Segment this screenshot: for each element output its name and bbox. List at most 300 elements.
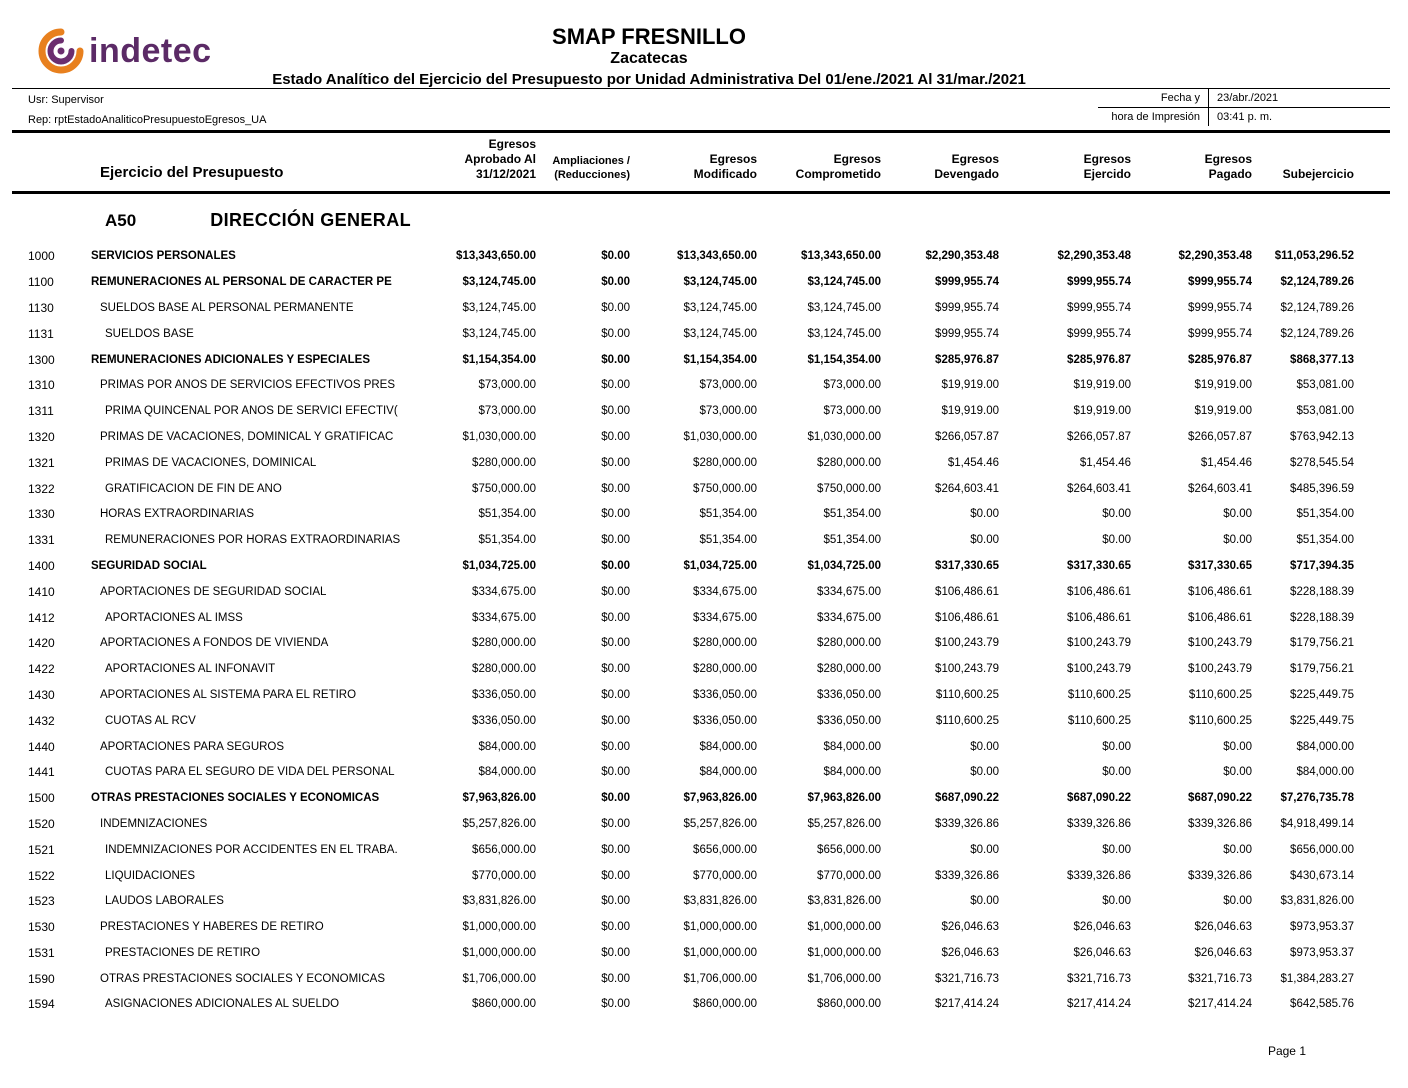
row-amount: $51,354.00: [699, 508, 757, 521]
row-amount: $0.00: [601, 456, 630, 469]
row-amount: $642,585.76: [1290, 998, 1354, 1011]
row-amount: $973,953.37: [1290, 946, 1354, 959]
row-amount: $11,053,296.52: [1274, 250, 1354, 263]
row-amount: $999,955.74: [935, 327, 999, 340]
row-amount: $4,918,499.14: [1280, 817, 1354, 830]
section-title: DIRECCIÓN GENERAL: [210, 210, 411, 231]
indetec-swirl-icon: [38, 28, 84, 74]
row-amount: $0.00: [601, 766, 630, 779]
print-date-label: Fecha y: [1160, 92, 1200, 105]
row-code: 1422: [28, 662, 55, 677]
row-amount: $999,955.74: [1188, 301, 1252, 314]
row-amount: $2,290,353.48: [1057, 250, 1131, 263]
row-amount: $3,124,745.00: [683, 327, 757, 340]
table-row: [28, 863, 1354, 889]
row-amount: $13,343,650.00: [801, 250, 881, 263]
row-amount: $19,919.00: [1194, 405, 1252, 418]
row-amount: $334,675.00: [472, 585, 536, 598]
row-amount: $0.00: [970, 843, 999, 856]
row-amount: $770,000.00: [693, 869, 757, 882]
column-header: Egresos Aprobado Al 31/12/2021: [464, 137, 536, 182]
row-amount: $73,000.00: [823, 405, 881, 418]
row-amount: $0.00: [601, 405, 630, 418]
row-amount: $0.00: [1223, 534, 1252, 547]
row-amount: $0.00: [601, 301, 630, 314]
row-amount: $485,396.59: [1290, 482, 1354, 495]
row-amount: $336,050.00: [472, 688, 536, 701]
row-amount: $13,343,650.00: [677, 250, 757, 263]
row-amount: $73,000.00: [478, 405, 536, 418]
row-amount: $1,706,000.00: [462, 972, 536, 985]
row-amount: $51,354.00: [823, 508, 881, 521]
row-amount: $278,545.54: [1290, 456, 1354, 469]
row-amount: $110,600.25: [935, 714, 999, 727]
row-amount: $0.00: [601, 276, 630, 289]
row-amount: $217,414.24: [935, 998, 999, 1011]
row-amount: $339,326.86: [935, 817, 999, 830]
org-name: SMAP FRESNILLO: [552, 24, 746, 49]
table-row: [28, 785, 1354, 811]
row-amount: $84,000.00: [478, 740, 536, 753]
row-amount: $100,243.79: [935, 637, 999, 650]
row-code: 1100: [28, 275, 54, 290]
row-amount: $0.00: [601, 559, 630, 572]
row-amount: $339,326.86: [1188, 817, 1252, 830]
row-amount: $999,955.74: [1188, 327, 1252, 340]
row-amount: $0.00: [601, 869, 630, 882]
row-amount: $13,343,650.00: [456, 250, 536, 263]
row-description: PRIMAS POR AÑOS DE SERVICIOS EFECTIVOS PRES: [100, 379, 396, 392]
row-amount: $0.00: [601, 998, 630, 1011]
row-amount: $0.00: [601, 250, 630, 263]
row-description: REMUNERACIONES AL PERSONAL DE CARÁCTER PE: [91, 276, 392, 289]
row-amount: $26,046.63: [941, 946, 999, 959]
row-code: 1441: [28, 765, 55, 780]
row-amount: $285,976.87: [1188, 353, 1252, 366]
row-description: OTRAS PRESTACIONES SOCIALES Y ECONÓMICAS: [100, 972, 386, 985]
row-amount: $110,600.25: [1067, 688, 1131, 701]
row-amount: $3,831,826.00: [1280, 895, 1354, 908]
row-amount: $26,046.63: [941, 921, 999, 934]
row-amount: $0.00: [1102, 534, 1131, 547]
row-amount: $100,243.79: [1188, 663, 1252, 676]
row-amount: $26,046.63: [1073, 921, 1131, 934]
row-amount: $1,034,725.00: [807, 559, 881, 572]
row-amount: $321,716.73: [1067, 972, 1131, 985]
table-row: [28, 992, 1354, 1018]
row-code: 1311: [28, 404, 54, 419]
row-amount: $0.00: [601, 611, 630, 624]
row-description: HORAS EXTRAORDINARIAS: [100, 508, 254, 521]
row-amount: $228,188.39: [1290, 585, 1354, 598]
row-description: SERVICIOS PERSONALES: [91, 250, 236, 263]
row-amount: $84,000.00: [823, 766, 881, 779]
row-amount: $280,000.00: [693, 663, 757, 676]
row-amount: $656,000.00: [472, 843, 536, 856]
row-amount: $285,976.87: [1067, 353, 1131, 366]
table-row: [28, 372, 1354, 398]
table-row: [28, 940, 1354, 966]
row-amount: $266,057.87: [935, 430, 999, 443]
row-amount: $73,000.00: [699, 405, 757, 418]
row-amount: $999,955.74: [1067, 276, 1131, 289]
row-amount: $999,955.74: [1188, 276, 1252, 289]
meta-band: [0, 89, 1408, 128]
row-description: LAUDOS LABORALES: [105, 895, 224, 908]
row-amount: $266,057.87: [1067, 430, 1131, 443]
row-amount: $264,603.41: [1067, 482, 1131, 495]
row-description: APORTACIONES DE SEGURIDAD SOCIAL: [100, 585, 327, 598]
row-amount: $860,000.00: [817, 998, 881, 1011]
row-amount: $0.00: [1223, 895, 1252, 908]
row-amount: $339,326.86: [935, 869, 999, 882]
row-amount: $339,326.86: [1067, 817, 1131, 830]
row-description: PRIMAS DE VACACIONES, DOMINICAL Y GRATIFICAC: [100, 430, 394, 443]
row-amount: $0.00: [1223, 766, 1252, 779]
row-amount: $280,000.00: [693, 456, 757, 469]
row-amount: $264,603.41: [1188, 482, 1252, 495]
row-amount: $317,330.65: [935, 559, 999, 572]
row-amount: $106,486.61: [1067, 611, 1131, 624]
column-header: Egresos Devengado: [934, 152, 999, 182]
row-amount: $0.00: [1223, 508, 1252, 521]
row-amount: $26,046.63: [1194, 946, 1252, 959]
logo-wordmark: indetec: [89, 32, 212, 70]
row-amount: $228,188.39: [1290, 611, 1354, 624]
row-amount: $1,030,000.00: [462, 430, 536, 443]
row-amount: $0.00: [601, 921, 630, 934]
row-amount: $0.00: [601, 327, 630, 340]
row-amount: $860,000.00: [472, 998, 536, 1011]
row-amount: $73,000.00: [478, 379, 536, 392]
row-code: 1410: [28, 584, 55, 599]
row-amount: $0.00: [970, 766, 999, 779]
section-header: [28, 194, 1354, 243]
column-header: Egresos Ejercido: [1083, 152, 1131, 182]
row-amount: $1,454.46: [1079, 456, 1131, 469]
row-amount: $3,831,826.00: [462, 895, 536, 908]
table-row: [28, 708, 1354, 734]
row-amount: $0.00: [601, 508, 630, 521]
row-code: 1522: [28, 868, 55, 883]
row-description: APORTACIONES A FONDOS DE VIVIENDA: [100, 637, 329, 650]
table-row: [28, 553, 1354, 579]
row-amount: $317,330.65: [1067, 559, 1131, 572]
row-amount: $430,673.14: [1290, 869, 1354, 882]
row-code: 1130: [28, 300, 54, 315]
row-amount: $0.00: [601, 379, 630, 392]
row-amount: $110,600.25: [935, 688, 999, 701]
row-amount: $2,124,789.26: [1280, 301, 1354, 314]
row-amount: $84,000.00: [1296, 740, 1354, 753]
row-description: APORTACIONES PARA SEGUROS: [100, 740, 285, 753]
row-code: 1330: [28, 507, 55, 522]
table-row: [28, 914, 1354, 940]
row-amount: $999,955.74: [935, 276, 999, 289]
table-row: [28, 243, 1354, 269]
row-description: APORTACIONES AL IMSS: [105, 611, 243, 624]
row-amount: $763,942.13: [1290, 430, 1354, 443]
row-amount: $84,000.00: [699, 766, 757, 779]
table-row: [28, 295, 1354, 321]
row-amount: $19,919.00: [941, 405, 999, 418]
row-code: 1321: [28, 455, 55, 470]
table-row: [28, 398, 1354, 424]
row-amount: $51,354.00: [478, 508, 536, 521]
row-amount: $336,050.00: [817, 714, 881, 727]
row-amount: $687,090.22: [1067, 792, 1131, 805]
row-amount: $336,050.00: [693, 714, 757, 727]
row-amount: $51,354.00: [1296, 508, 1354, 521]
row-amount: $0.00: [601, 740, 630, 753]
row-code: 1432: [28, 713, 55, 728]
row-amount: $0.00: [601, 843, 630, 856]
row-amount: $5,257,826.00: [462, 817, 536, 830]
row-amount: $51,354.00: [1296, 534, 1354, 547]
row-amount: $3,124,745.00: [462, 276, 536, 289]
row-amount: $0.00: [601, 714, 630, 727]
report-header: [0, 0, 1408, 88]
row-code: 1300: [28, 352, 55, 367]
row-amount: $750,000.00: [817, 482, 881, 495]
row-amount: $1,706,000.00: [683, 972, 757, 985]
row-amount: $19,919.00: [1073, 405, 1131, 418]
row-amount: $19,919.00: [1194, 379, 1252, 392]
row-amount: $750,000.00: [472, 482, 536, 495]
row-amount: $3,831,826.00: [807, 895, 881, 908]
row-amount: $106,486.61: [935, 585, 999, 598]
row-description: CUOTAS AL RCV: [105, 714, 196, 727]
row-amount: $770,000.00: [817, 869, 881, 882]
table-row: [28, 682, 1354, 708]
row-amount: $84,000.00: [1296, 766, 1354, 779]
row-code: 1440: [28, 739, 55, 754]
budget-table: [28, 133, 1354, 189]
row-description: INDEMNIZACIONES POR ACCIDENTES EN EL TRABA.: [105, 843, 398, 856]
row-description: SUELDOS BASE: [105, 327, 194, 340]
row-amount: $0.00: [601, 663, 630, 676]
row-code: 1531: [28, 945, 55, 960]
row-amount: $110,600.25: [1188, 688, 1252, 701]
row-code: 1412: [28, 610, 55, 625]
table-row: [28, 837, 1354, 863]
row-code: 1520: [28, 816, 55, 831]
row-amount: $100,243.79: [1067, 663, 1131, 676]
table-row: [28, 450, 1354, 476]
row-code: 1320: [28, 429, 55, 444]
row-amount: $266,057.87: [1188, 430, 1252, 443]
row-amount: $0.00: [1102, 740, 1131, 753]
row-amount: $0.00: [601, 585, 630, 598]
row-amount: $2,124,789.26: [1280, 327, 1354, 340]
row-amount: $334,675.00: [693, 585, 757, 598]
print-date-value: 23/abr./2021: [1208, 89, 1390, 107]
row-amount: $106,486.61: [935, 611, 999, 624]
row-amount: $7,963,826.00: [683, 792, 757, 805]
row-amount: $106,486.61: [1188, 585, 1252, 598]
row-amount: $0.00: [601, 946, 630, 959]
column-header: Egresos Pagado: [1204, 152, 1252, 182]
row-amount: $0.00: [970, 740, 999, 753]
row-description: APORTACIONES AL SISTEMA PARA EL RETIRO: [100, 688, 357, 701]
print-info-box: [1098, 89, 1390, 126]
row-amount: $1,034,725.00: [462, 559, 536, 572]
row-header-title: Ejercicio del Presupuesto: [100, 164, 284, 182]
print-date-row: [1098, 89, 1390, 108]
table-row: [28, 269, 1354, 295]
row-amount: $285,976.87: [935, 353, 999, 366]
table-row: [28, 888, 1354, 914]
row-amount: $1,000,000.00: [807, 946, 881, 959]
row-description: APORTACIONES AL INFONAVIT: [105, 663, 276, 676]
table-body: [28, 243, 1354, 1017]
table-row: [28, 579, 1354, 605]
print-time-value: 03:41 p. m.: [1208, 108, 1390, 126]
row-amount: $1,384,283.27: [1280, 972, 1354, 985]
row-description: ASIGNACIONES ADICIONALES AL SUELDO: [105, 998, 340, 1011]
row-amount: $334,675.00: [817, 611, 881, 624]
row-amount: $999,955.74: [1067, 301, 1131, 314]
row-amount: $280,000.00: [472, 456, 536, 469]
row-amount: $0.00: [601, 895, 630, 908]
table-row: [28, 527, 1354, 553]
row-amount: $339,326.86: [1188, 869, 1252, 882]
row-amount: $3,124,745.00: [807, 301, 881, 314]
table-row: [28, 347, 1354, 373]
row-description: PRESTACIONES Y HABERES DE RETIRO: [100, 921, 324, 934]
row-amount: $0.00: [1102, 843, 1131, 856]
row-amount: $1,000,000.00: [683, 921, 757, 934]
row-code: 1521: [28, 842, 55, 857]
row-amount: $0.00: [601, 688, 630, 701]
row-amount: $280,000.00: [693, 637, 757, 650]
title-block: [40, 24, 1258, 88]
row-amount: $336,050.00: [817, 688, 881, 701]
row-description: PRESTACIONES DE RETIRO: [105, 946, 261, 959]
row-amount: $1,000,000.00: [462, 921, 536, 934]
row-amount: $280,000.00: [817, 456, 881, 469]
row-code: 1523: [28, 894, 55, 909]
row-code: 1530: [28, 920, 55, 935]
row-amount: $0.00: [601, 972, 630, 985]
row-amount: $317,330.65: [1188, 559, 1252, 572]
row-amount: $1,706,000.00: [807, 972, 881, 985]
table-row: [28, 656, 1354, 682]
row-amount: $280,000.00: [472, 637, 536, 650]
table-row: [28, 759, 1354, 785]
row-code: 1310: [28, 378, 55, 393]
row-code: 1590: [28, 971, 55, 986]
row-amount: $1,000,000.00: [462, 946, 536, 959]
row-amount: $868,377.13: [1290, 353, 1354, 366]
row-code: 1322: [28, 481, 55, 496]
table-row: [28, 424, 1354, 450]
row-amount: $0.00: [1102, 508, 1131, 521]
row-amount: $1,154,354.00: [807, 353, 881, 366]
row-amount: $1,030,000.00: [683, 430, 757, 443]
row-amount: $0.00: [601, 534, 630, 547]
row-amount: $7,276,735.78: [1280, 792, 1354, 805]
column-header: Egresos Modificado: [693, 152, 757, 182]
row-amount: $100,243.79: [1067, 637, 1131, 650]
row-amount: $53,081.00: [1296, 379, 1354, 392]
row-amount: $3,124,745.00: [462, 301, 536, 314]
row-code: 1500: [28, 791, 55, 806]
row-amount: $0.00: [970, 508, 999, 521]
row-amount: $1,154,354.00: [462, 353, 536, 366]
row-amount: $973,953.37: [1290, 921, 1354, 934]
row-amount: $1,000,000.00: [683, 946, 757, 959]
row-amount: $106,486.61: [1188, 611, 1252, 624]
row-amount: $7,963,826.00: [807, 792, 881, 805]
row-amount: $73,000.00: [823, 379, 881, 392]
row-amount: $84,000.00: [699, 740, 757, 753]
row-amount: $1,154,354.00: [683, 353, 757, 366]
row-amount: $334,675.00: [472, 611, 536, 624]
row-amount: $999,955.74: [935, 301, 999, 314]
table-row: [28, 321, 1354, 347]
row-amount: $280,000.00: [817, 663, 881, 676]
row-description: REMUNERACIONES ADICIONALES Y ESPECIALES: [91, 353, 371, 366]
row-amount: $334,675.00: [817, 585, 881, 598]
table-row: [28, 501, 1354, 527]
row-amount: $0.00: [970, 534, 999, 547]
row-amount: $110,600.25: [1067, 714, 1131, 727]
row-amount: $19,919.00: [941, 379, 999, 392]
row-amount: $280,000.00: [817, 637, 881, 650]
row-amount: $999,955.74: [1067, 327, 1131, 340]
row-amount: $217,414.24: [1188, 998, 1252, 1011]
row-amount: $100,243.79: [1188, 637, 1252, 650]
row-amount: $84,000.00: [823, 740, 881, 753]
row-amount: $3,124,745.00: [807, 276, 881, 289]
row-amount: $100,243.79: [935, 663, 999, 676]
row-code: 1131: [28, 326, 54, 341]
report-title: Estado Analítico del Ejercicio del Presupuesto por Unidad Administrativa Del 01/ene./2021 Al 31/mar./2021: [272, 71, 1026, 89]
row-amount: $3,831,826.00: [683, 895, 757, 908]
row-amount: $51,354.00: [823, 534, 881, 547]
row-amount: $3,124,745.00: [807, 327, 881, 340]
row-amount: $26,046.63: [1073, 946, 1131, 959]
section-code: A50: [105, 211, 137, 231]
row-amount: $0.00: [601, 482, 630, 495]
row-amount: $1,030,000.00: [807, 430, 881, 443]
row-amount: $321,716.73: [1188, 972, 1252, 985]
row-amount: $5,257,826.00: [807, 817, 881, 830]
row-amount: $770,000.00: [472, 869, 536, 882]
row-amount: $0.00: [1102, 766, 1131, 779]
row-description: REMUNERACIONES POR HORAS EXTRAORDINARIAS: [105, 534, 401, 547]
row-amount: $84,000.00: [478, 766, 536, 779]
row-description: LIQUIDACIONES: [105, 869, 196, 882]
row-amount: $0.00: [601, 792, 630, 805]
row-code: 1000: [28, 249, 55, 264]
row-amount: $0.00: [601, 817, 630, 830]
row-description: SEGURIDAD SOCIAL: [91, 559, 207, 572]
row-amount: $73,000.00: [699, 379, 757, 392]
row-amount: $179,756.21: [1290, 637, 1354, 650]
row-amount: $656,000.00: [693, 843, 757, 856]
row-amount: $3,124,745.00: [683, 276, 757, 289]
row-amount: $179,756.21: [1290, 663, 1354, 676]
column-header: Subejercicio: [1282, 167, 1354, 182]
row-code: 1420: [28, 636, 55, 651]
row-amount: $0.00: [970, 895, 999, 908]
report-id-label: Rep: rptEstadoAnaliticoPresupuestoEgresos_UA: [28, 114, 267, 127]
row-code: 1400: [28, 558, 55, 573]
row-amount: $1,034,725.00: [683, 559, 757, 572]
row-amount: $26,046.63: [1194, 921, 1252, 934]
